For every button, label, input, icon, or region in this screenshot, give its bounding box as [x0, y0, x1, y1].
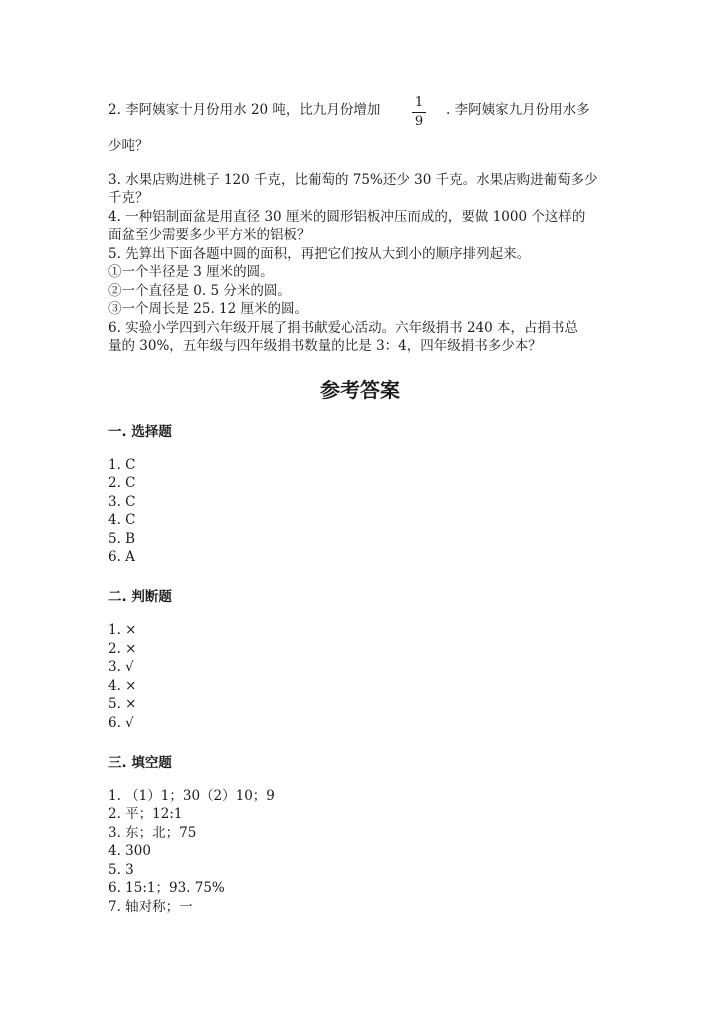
answer-item: 2. ×: [108, 641, 137, 657]
answer-item: 3. 东；北；75: [108, 825, 197, 841]
answer-item: 3. C: [108, 494, 136, 510]
answer-item: 2. 平；12:1: [108, 806, 183, 822]
fraction-denominator: 9: [414, 114, 424, 129]
section-heading-choice: 一. 选择题: [108, 424, 172, 440]
answer-item: 4. 300: [108, 843, 151, 859]
answer-item: 1. C: [108, 457, 136, 473]
answer-item: 1. （1）1；30（2）10；9: [108, 788, 275, 804]
section-heading-judgment: 二. 判断题: [108, 589, 172, 605]
question-5-item2: ②一个直径是 0. 5 分米的圆。: [108, 283, 291, 299]
answer-item: 5. B: [108, 531, 136, 547]
answer-item: 5. ×: [108, 696, 137, 712]
question-6-line2: 量的 30%，五年级与四年级捐书数量的比是 3：4，四年级捐书多少本？: [108, 338, 542, 354]
answer-item: 6. 15:1；93. 75%: [108, 880, 225, 896]
answer-item: 3. √: [108, 659, 134, 675]
section-heading-fill-blank: 三. 填空题: [108, 755, 172, 771]
fraction-bar: [412, 112, 426, 113]
question-2-text: 2. 李阿姨家十月份用水 20 吨，比九月份增加: [108, 102, 381, 118]
answer-item: 7. 轴对称；一: [108, 899, 193, 915]
answer-item: 1. ×: [108, 622, 137, 638]
answers-title: 参考答案: [320, 378, 400, 402]
answer-item: 6. √: [108, 715, 134, 731]
answer-item: 6. A: [108, 549, 135, 565]
question-3-line2: 千克？: [108, 190, 149, 206]
question-5-item3: ③一个周长是 25. 12 厘米的圆。: [108, 301, 309, 317]
question-5-line1: 5. 先算出下面各题中圆的面积，再把它们按从大到小的顺序排列起来。: [108, 246, 531, 262]
answer-item: 4. C: [108, 512, 136, 528]
answer-item: 2. C: [108, 475, 136, 491]
fraction-one-ninth: [410, 96, 428, 129]
answer-item: 4. ×: [108, 678, 137, 694]
question-6-line1: 6. 实验小学四到六年级开展了捐书献爱心活动。六年级捐书 240 本，占捐书总: [108, 320, 579, 336]
question-4-line2: 面盆至少需要多少平方米的铝板？: [108, 227, 311, 243]
question-5-item1: ①一个半径是 3 厘米的圆。: [108, 264, 274, 280]
question-4-line1: 4. 一种铝制面盆是用直径 30 厘米的圆形铝板冲压而成的，要做 1000 个这样的: [108, 209, 586, 225]
fraction-numerator: 1: [414, 95, 424, 110]
question-3-line1: 3. 水果店购进桃子 120 千克，比葡萄的 75%还少 30 千克。水果店购进葡萄多少: [108, 172, 598, 188]
question-2-line2: 少吨？: [108, 138, 149, 154]
question-2-text-cont: . 李阿姨家九月份用水多: [446, 102, 590, 118]
answer-item: 5. 3: [108, 862, 134, 878]
